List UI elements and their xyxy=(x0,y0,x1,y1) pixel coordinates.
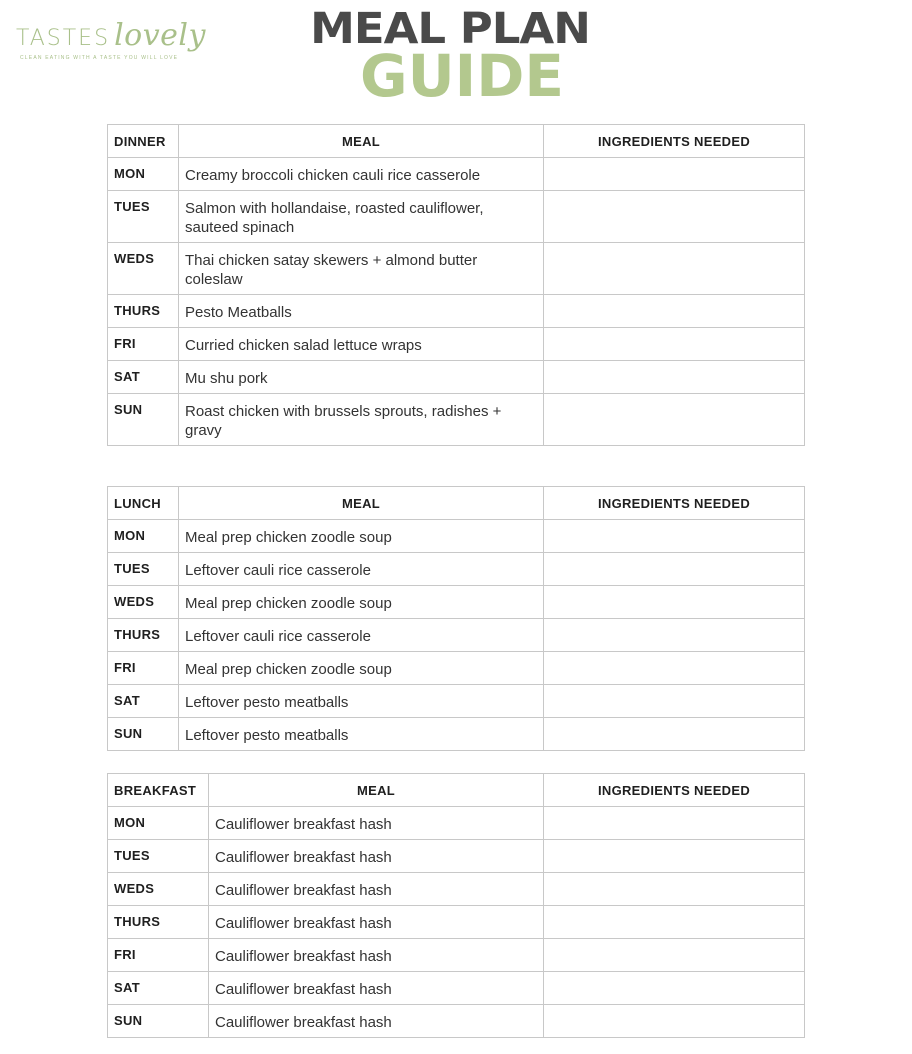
meal-cell: Roast chicken with brussels sprouts, radishes + gravy xyxy=(179,394,544,446)
table-row xyxy=(108,939,805,972)
table-row xyxy=(108,619,805,652)
day-cell: FRI xyxy=(108,328,179,361)
meal-cell: Leftover cauli rice casserole xyxy=(179,553,544,586)
table-row xyxy=(108,520,805,553)
day-cell: MON xyxy=(108,158,179,191)
day-cell: TUES xyxy=(108,191,179,243)
day-cell: TUES xyxy=(108,840,209,873)
day-cell: SUN xyxy=(108,394,179,446)
day-cell: SAT xyxy=(108,685,179,718)
day-cell: WEDS xyxy=(108,586,179,619)
ingredients-cell[interactable] xyxy=(544,1005,805,1038)
dinner-table xyxy=(107,124,805,446)
dinner-header-label: DINNER xyxy=(108,125,179,158)
table-row xyxy=(108,361,805,394)
table-row xyxy=(108,158,805,191)
day-cell: WEDS xyxy=(108,243,179,295)
lunch-header-label: LUNCH xyxy=(108,487,179,520)
meal-cell: Meal prep chicken zoodle soup xyxy=(179,520,544,553)
ingredients-cell[interactable] xyxy=(544,361,805,394)
brand-tagline: CLEAN EATING WITH A TASTE YOU WILL LOVE xyxy=(20,55,179,61)
day-cell: SUN xyxy=(108,1005,209,1038)
ingredients-cell[interactable] xyxy=(544,243,805,295)
ingredients-cell[interactable] xyxy=(544,906,805,939)
breakfast-table xyxy=(107,773,805,1038)
ingredients-cell[interactable] xyxy=(544,586,805,619)
day-cell: MON xyxy=(108,520,179,553)
ingredients-cell[interactable] xyxy=(544,328,805,361)
table-header-row xyxy=(108,125,805,158)
meal-cell: Cauliflower breakfast hash xyxy=(209,972,544,1005)
table-row xyxy=(108,394,805,446)
meal-cell: Cauliflower breakfast hash xyxy=(209,939,544,972)
ingredients-cell[interactable] xyxy=(544,652,805,685)
table-header-row xyxy=(108,774,805,807)
day-cell: TUES xyxy=(108,553,179,586)
table-row xyxy=(108,295,805,328)
breakfast-header-ingredients: INGREDIENTS NEEDED xyxy=(544,774,805,807)
day-cell: THURS xyxy=(108,295,179,328)
brand-name-lovely: lovely xyxy=(114,18,206,53)
ingredients-cell[interactable] xyxy=(544,840,805,873)
lunch-header-ingredients: INGREDIENTS NEEDED xyxy=(544,487,805,520)
ingredients-cell[interactable] xyxy=(544,939,805,972)
dinner-header-ingredients: INGREDIENTS NEEDED xyxy=(544,125,805,158)
meal-cell: Leftover pesto meatballs xyxy=(179,685,544,718)
ingredients-cell[interactable] xyxy=(544,520,805,553)
meal-cell: Cauliflower breakfast hash xyxy=(209,840,544,873)
meal-cell: Cauliflower breakfast hash xyxy=(209,807,544,840)
meal-cell: Cauliflower breakfast hash xyxy=(209,1005,544,1038)
meal-cell: Salmon with hollandaise, roasted cauliflower, sauteed spinach xyxy=(179,191,544,243)
table-row xyxy=(108,906,805,939)
table-row xyxy=(108,685,805,718)
ingredients-cell[interactable] xyxy=(544,873,805,906)
meal-cell: Curried chicken salad lettuce wraps xyxy=(179,328,544,361)
ingredients-cell[interactable] xyxy=(544,158,805,191)
table-row xyxy=(108,972,805,1005)
ingredients-cell[interactable] xyxy=(544,972,805,1005)
ingredients-cell[interactable] xyxy=(544,718,805,751)
breakfast-header-label: BREAKFAST xyxy=(108,774,209,807)
dinner-header-meal: MEAL xyxy=(179,125,544,158)
day-cell: THURS xyxy=(108,619,179,652)
meal-cell: Cauliflower breakfast hash xyxy=(209,906,544,939)
ingredients-cell[interactable] xyxy=(544,619,805,652)
meal-cell: Pesto Meatballs xyxy=(179,295,544,328)
table-row xyxy=(108,873,805,906)
meal-cell: Mu shu pork xyxy=(179,361,544,394)
lunch-table xyxy=(107,486,805,751)
ingredients-cell[interactable] xyxy=(544,685,805,718)
day-cell: MON xyxy=(108,807,209,840)
day-cell: SAT xyxy=(108,972,209,1005)
day-cell: SUN xyxy=(108,718,179,751)
meal-cell: Leftover pesto meatballs xyxy=(179,718,544,751)
table-row xyxy=(108,652,805,685)
day-cell: SAT xyxy=(108,361,179,394)
table-header-row xyxy=(108,487,805,520)
ingredients-cell[interactable] xyxy=(544,394,805,446)
day-cell: WEDS xyxy=(108,873,209,906)
lunch-header-meal: MEAL xyxy=(179,487,544,520)
day-cell: THURS xyxy=(108,906,209,939)
table-row xyxy=(108,328,805,361)
table-row xyxy=(108,807,805,840)
table-row xyxy=(108,553,805,586)
day-cell: FRI xyxy=(108,939,209,972)
page-title-line1: MEAL PLAN xyxy=(310,3,590,54)
page-title-line2: GUIDE xyxy=(359,42,565,110)
meal-cell: Leftover cauli rice casserole xyxy=(179,619,544,652)
table-row xyxy=(108,1005,805,1038)
ingredients-cell[interactable] xyxy=(544,191,805,243)
table-row xyxy=(108,243,805,295)
table-row xyxy=(108,840,805,873)
meal-cell: Meal prep chicken zoodle soup xyxy=(179,586,544,619)
table-row xyxy=(108,586,805,619)
ingredients-cell[interactable] xyxy=(544,807,805,840)
day-cell: FRI xyxy=(108,652,179,685)
breakfast-header-meal: MEAL xyxy=(209,774,544,807)
table-row xyxy=(108,191,805,243)
meal-cell: Thai chicken satay skewers + almond butter coleslaw xyxy=(179,243,544,295)
ingredients-cell[interactable] xyxy=(544,295,805,328)
table-row xyxy=(108,718,805,751)
brand-name-tastes: TASTES xyxy=(16,26,111,51)
meal-cell: Cauliflower breakfast hash xyxy=(209,873,544,906)
meal-cell: Creamy broccoli chicken cauli rice casserole xyxy=(179,158,544,191)
meal-cell: Meal prep chicken zoodle soup xyxy=(179,652,544,685)
ingredients-cell[interactable] xyxy=(544,553,805,586)
